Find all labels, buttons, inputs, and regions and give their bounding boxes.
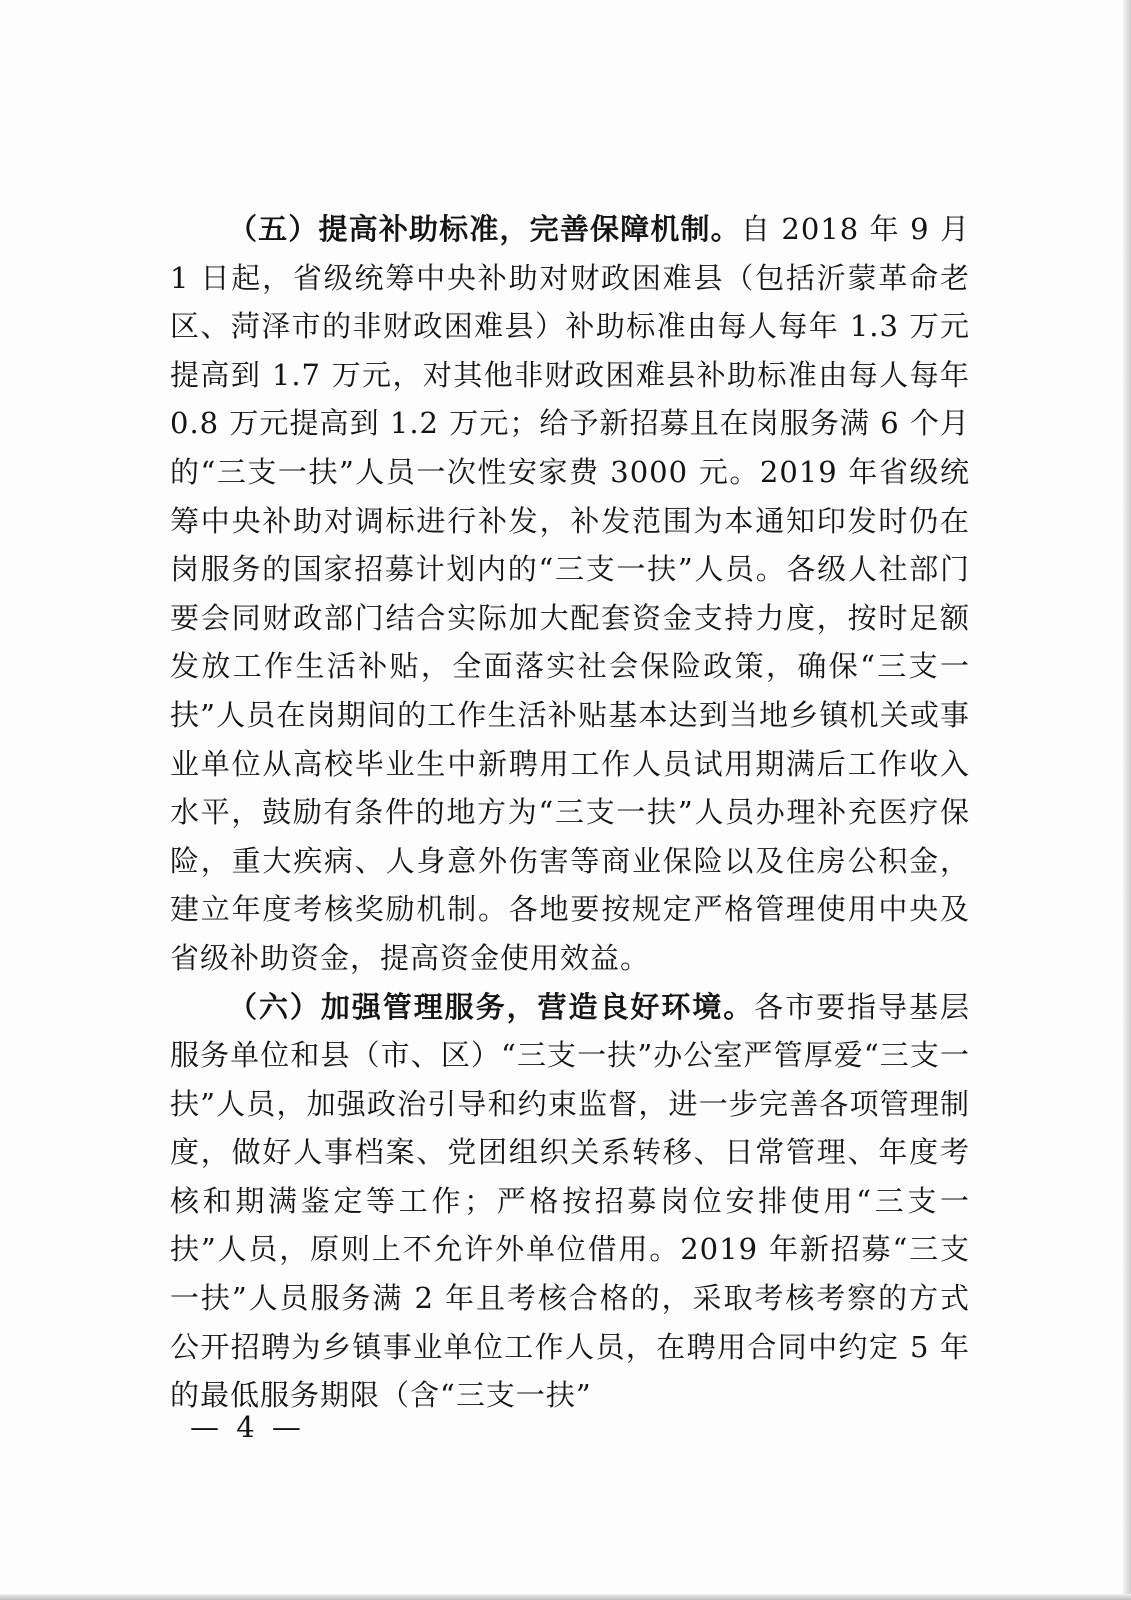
paragraph-subsidy-standard [170, 205, 970, 983]
page-edge-shadow [1123, 0, 1131, 1600]
section-heading-5: （五）提高补助标准，完善保障机制。 [228, 212, 741, 246]
page-number: — 4 — [190, 1410, 305, 1444]
paragraph-body: 各市要指导基层服务单位和县（市、区）“三支一扶”办公室严管厚爱“三支一扶”人员，加强政治引导和约束监督，进一步完善各项管理制度，做好人事档案、党团组织关系转移、日常管理、年度考核和期满鉴定等工作；严格按招募岗位安排使用“三支一扶”人员，原则上不允许外单位借用。2019 年新招募“三支一扶”人员服务满 2 年且考核合格的，采取考核考察的方式公开招聘为乡镇事业单位工作人员，在聘用合同中约定 5 年的最低服务期限（含“三支一扶” [170, 989, 970, 1413]
body-text [170, 205, 970, 1420]
paragraph-body: 自 2018 年 9 月 1 日起，省级统筹中央补助对财政困难县（包括沂蒙革命老区、菏泽市的非财政困难县）补助标准由每人每年 1.3 万元提高到 1.7 万元，对其他非财政困难县补助标准由每人每年 0.8 万元提高到 1.2 万元；给予新招募且在岗服务满 6 个月的“三支一扶”人员一次性安家费 3000 元。2019 年省级统筹中央补助对调标进行补发，补发范围为本通知印发时仍在岗服务的国家招募计划内的“三支一扶”人员。各级人社部门要会同财政部门结合实际加大配套资金支持力度，按时足额发放工作生活补贴，全面落实社会保险政策，确保“三支一扶”人员在岗期间的工作生活补贴基本达到当地乡镇机关或事业单位从高校毕业生中新聘用工作人员试用期满后工作收入水平，鼓励有条件的地方为“三支一扶”人员办理补充医疗保险，重大疾病、人身意外伤害等商业保险以及住房公积金，建立年度考核奖励机制。各地要按规定严格管理使用中央及省级补助资金，提高资金使用效益。 [170, 212, 970, 975]
section-heading-6: （六）加强管理服务，营造良好环境。 [228, 989, 755, 1024]
paragraph-management-service [170, 983, 970, 1420]
page-bottom-edge [0, 1594, 1131, 1600]
